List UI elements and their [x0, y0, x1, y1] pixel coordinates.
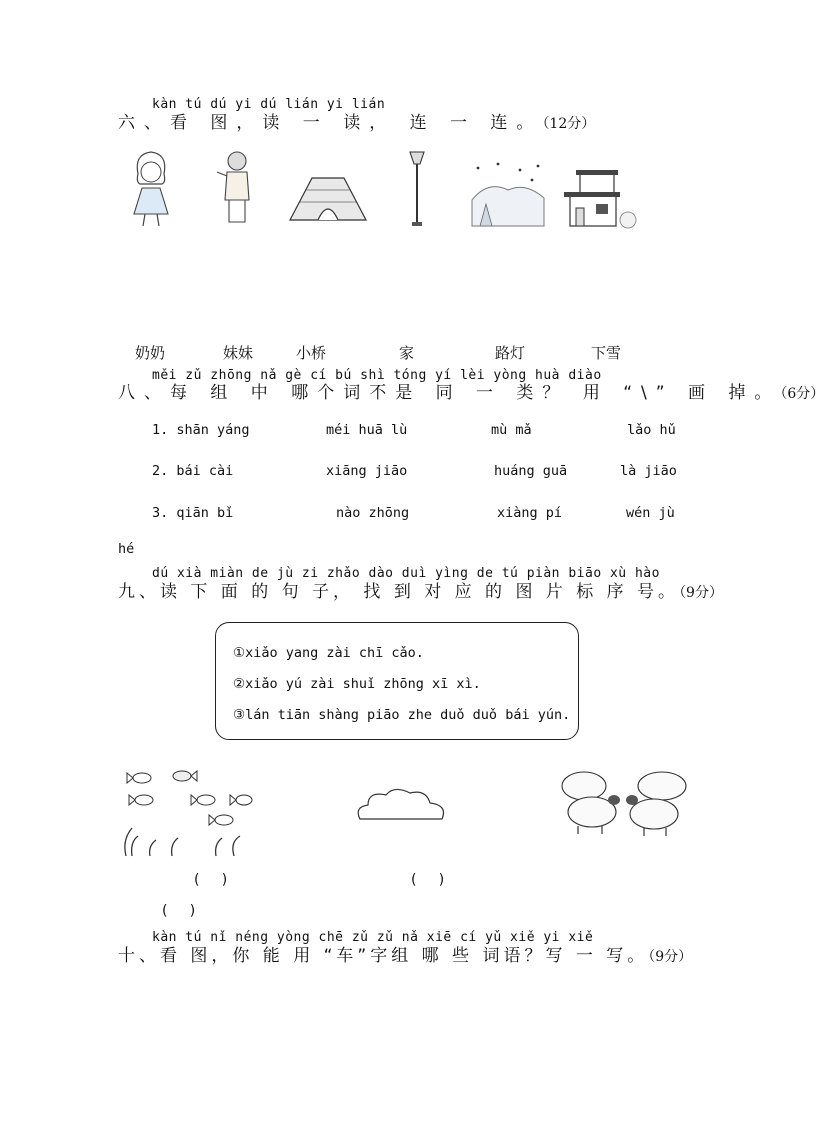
cloud-picture [354, 785, 450, 829]
s8-score: （6分） [780, 386, 824, 402]
s8-row-3-word2: nào zhōng [336, 505, 410, 521]
s8-row-3-label: 3. qiān bǐ [152, 505, 234, 521]
s9-score: （9分） [679, 585, 723, 601]
word-home: 家 [399, 344, 415, 362]
word-bridge: 小桥 [296, 344, 327, 362]
s8-row-2-word4: là jiāo [620, 463, 677, 479]
s8-row-3-word4: wén jù [626, 505, 675, 521]
s8-row-3-word3: xiàng pí [497, 505, 563, 521]
word-grandma: 奶奶 [135, 344, 166, 362]
s6-score: （12分） [542, 116, 596, 132]
answer-blank-fish[interactable]: ( ) [194, 872, 228, 888]
s10-score: （9分） [648, 949, 693, 965]
girl-picture [128, 148, 174, 230]
s6-heading [118, 108, 595, 133]
s8-row-2-word2: xiāng jiāo [326, 463, 408, 479]
streetlamp-picture [406, 150, 428, 230]
answer-blank-sheep[interactable]: ( ) [162, 903, 196, 919]
word-sister: 妹妹 [223, 344, 254, 362]
s6-heading-text: 六、看 图，读 一 读， 连 一 连。 [118, 113, 543, 133]
sentence-2: ②xiǎo yú zài shuǐ zhōng xī xì. [233, 676, 481, 692]
sentence-3: ③lán tiān shàng piāo zhe duǒ duǒ bái yún. [233, 707, 571, 723]
s8-row-1-word3: mù mǎ [491, 422, 532, 438]
s8-overflow: hé [118, 541, 135, 557]
sentence-1: ①xiǎo yang zài chī cǎo. [233, 645, 424, 661]
s8-heading-text: 八、每 组 中 哪个词不是 同 一 类？ 用 “\” 画 掉。 [118, 383, 781, 403]
s8-pinyin: měi zǔ zhōng nǎ gè cí bú shì tóng yí lèi yòng huà diào [152, 368, 602, 383]
word-snow: 下雪 [591, 344, 622, 362]
s8-row-2-word3: huáng guā [494, 463, 568, 479]
snow-picture [468, 160, 548, 228]
s8-heading [118, 378, 824, 403]
word-streetlamp: 路灯 [495, 344, 526, 362]
s9-heading-text: 九、读 下 面 的 句 子， 找 到 对 应 的 图 片 标 序 号。 [118, 582, 680, 602]
s10-pinyin: kàn tú nǐ néng yòng chē zǔ zǔ nǎ xiē cí yǔ xiě yi xiě [152, 930, 594, 945]
answer-blank-cloud[interactable]: ( ) [411, 872, 445, 888]
s8-row-2-label: 2. bái cài [152, 463, 234, 479]
s10-heading [118, 941, 692, 966]
s9-heading [118, 577, 723, 602]
s10-heading-text: 十、看 图，你 能 用 “车”字组 哪 些 词语？写 一 写。 [118, 946, 649, 966]
fish-picture [120, 766, 256, 858]
s8-row-1-word2: méi huā lù [326, 422, 408, 438]
sheep-picture [558, 766, 690, 836]
s8-row-1-word4: lǎo hǔ [627, 422, 676, 438]
house-picture [556, 168, 640, 228]
s9-pinyin: dú xià miàn de jù zi zhǎo dào duì yìng de tú piàn biāo xù hào [152, 566, 660, 581]
s6-pinyin: kàn tú dú yi dú lián yi lián [152, 97, 386, 112]
bridge-picture [288, 172, 368, 222]
s8-row-1-label: 1. shān yáng [152, 422, 250, 438]
grandma-picture [213, 150, 257, 230]
